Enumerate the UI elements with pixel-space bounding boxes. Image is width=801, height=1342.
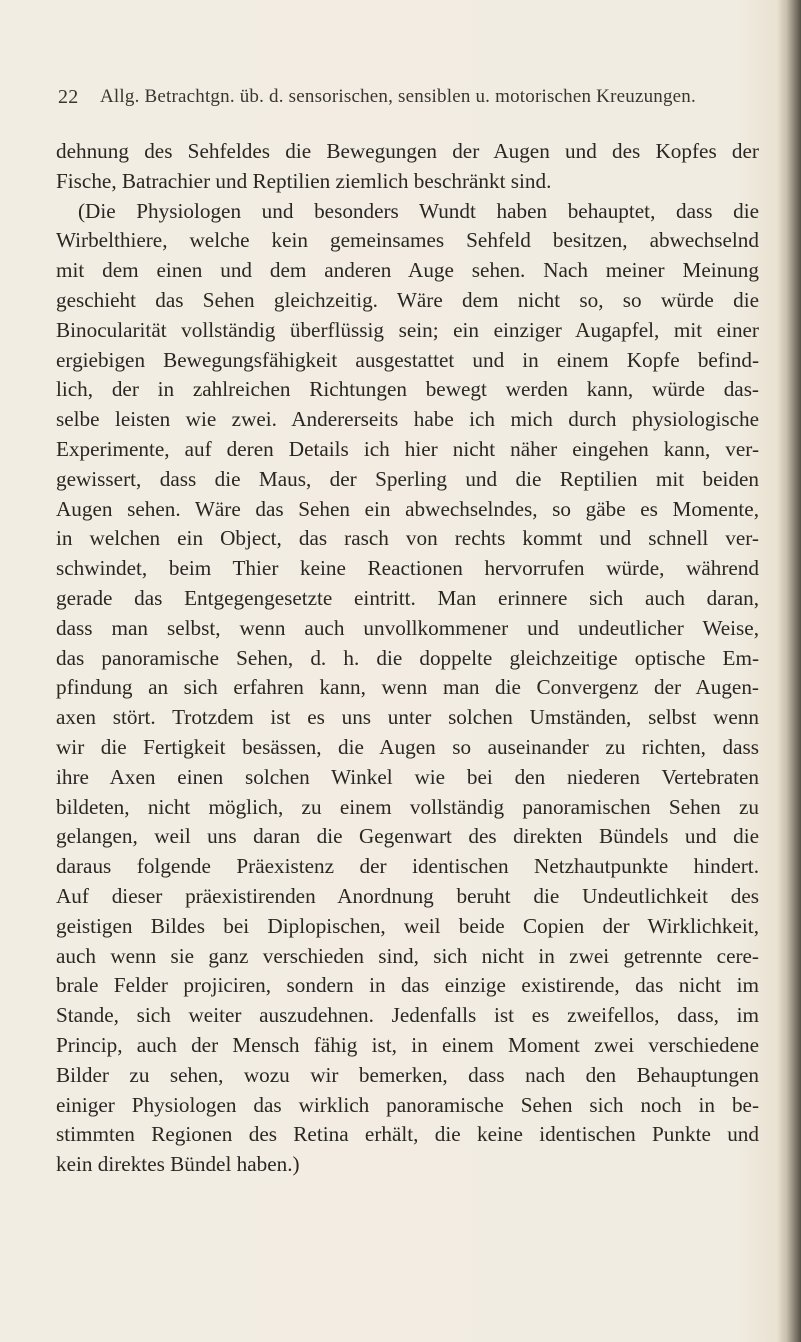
text-line: Binocularität vollständig überflüssig sein; ein einziger Augapfel, mit einer — [56, 317, 759, 342]
body-text — [56, 137, 759, 1180]
text-line: ergiebigen Bewegungsfähigkeit ausgestattet und in einem Kopfe befind- — [56, 347, 759, 372]
text-line: Stande, sich weiter auszudehnen. Jedenfalls ist es zweifellos, dass, im — [56, 1003, 759, 1028]
text-line: kein direktes Bündel haben.) — [56, 1152, 300, 1177]
text-line: gerade das Entgegengesetzte eintritt. Man erinnere sich auch daran, — [56, 585, 759, 610]
text-line: geistigen Bildes bei Diplopischen, weil beide Copien der Wirklichkeit, — [56, 913, 759, 938]
text-line: Princip, auch der Mensch fähig ist, in einem Moment zwei verschiedene — [56, 1032, 759, 1057]
text-line: einiger Physiologen das wirklich panoramische Sehen sich noch in be- — [56, 1092, 759, 1117]
page-number: 22 — [58, 86, 79, 108]
text-line: in welchen ein Object, das rasch von rechts kommt und schnell ver- — [56, 526, 759, 551]
text-line: dehnung des Sehfeldes die Bewegungen der Augen und des Kopfes der — [56, 139, 759, 163]
text-line: schwindet, beim Thier keine Reactionen hervorrufen würde, während — [56, 556, 759, 581]
text-line: lich, der in zahlreichen Richtungen bewegt werden kann, würde das- — [56, 377, 759, 402]
text-line: gelangen, weil uns daran die Gegenwart des direkten Bündels und die — [56, 824, 759, 849]
text-line: Experimente, auf deren Details ich hier nicht näher eingehen kann, ver- — [56, 436, 759, 461]
text-line: ihre Axen einen solchen Winkel wie bei den niederen Vertebraten — [56, 764, 759, 789]
text-line: selbe leisten wie zwei. Andererseits habe ich mich durch physiologische — [56, 407, 759, 432]
text-line: brale Felder projiciren, sondern in das einzige existirende, das nicht im — [56, 973, 759, 998]
text-line: Fische, Batrachier und Reptilien ziemlich beschränkt sind. — [56, 168, 552, 193]
text-line: mit dem einen und dem anderen Auge sehen. Nach meiner Meinung — [56, 258, 759, 283]
text-line: dass man selbst, wenn auch unvollkommener und undeutlicher Weise, — [56, 615, 759, 640]
text-line: pfindung an sich erfahren kann, wenn man die Convergenz der Augen- — [56, 675, 759, 700]
text-line: Auf dieser präexistirenden Anordnung beruht die Undeutlichkeit des — [56, 883, 759, 908]
text-line: geschieht das Sehen gleichzeitig. Wäre dem nicht so, so würde die — [56, 287, 759, 312]
page-gutter-shadow — [777, 0, 801, 1342]
text-line: auch wenn sie ganz verschieden sind, sich nicht in zwei getrennte cere- — [56, 943, 759, 968]
text-line: Augen sehen. Wäre das Sehen ein abwechselndes, so gäbe es Momente, — [56, 496, 759, 521]
text-line: axen stört. Trotzdem ist es uns unter solchen Umständen, selbst wenn — [56, 705, 759, 730]
text-line: bildeten, nicht möglich, zu einem vollständig panoramischen Sehen zu — [56, 794, 759, 819]
running-head — [58, 86, 738, 116]
text-line: daraus folgende Präexistenz der identischen Netzhautpunkte hindert. — [56, 854, 759, 879]
text-line: (Die Physiologen und besonders Wundt haben behauptet, dass die — [78, 198, 759, 223]
text-line: wir die Fertigkeit besässen, die Augen so auseinander zu richten, dass — [56, 734, 759, 759]
text-line: stimmten Regionen des Retina erhält, die keine identischen Punkte und — [56, 1122, 759, 1147]
running-title: Allg. Betrachtgn. üb. d. sensorischen, sensiblen u. motorischen Kreuzungen. — [100, 86, 696, 107]
text-line: Bilder zu sehen, wozu wir bemerken, dass nach den Behauptungen — [56, 1062, 759, 1087]
text-line: Wirbelthiere, welche kein gemeinsames Sehfeld besitzen, abwechselnd — [56, 228, 759, 253]
text-line: das panoramische Sehen, d. h. die doppelte gleichzeitige optische Em- — [56, 645, 759, 670]
text-line: gewissert, dass die Maus, der Sperling und die Reptilien mit beiden — [56, 466, 759, 491]
